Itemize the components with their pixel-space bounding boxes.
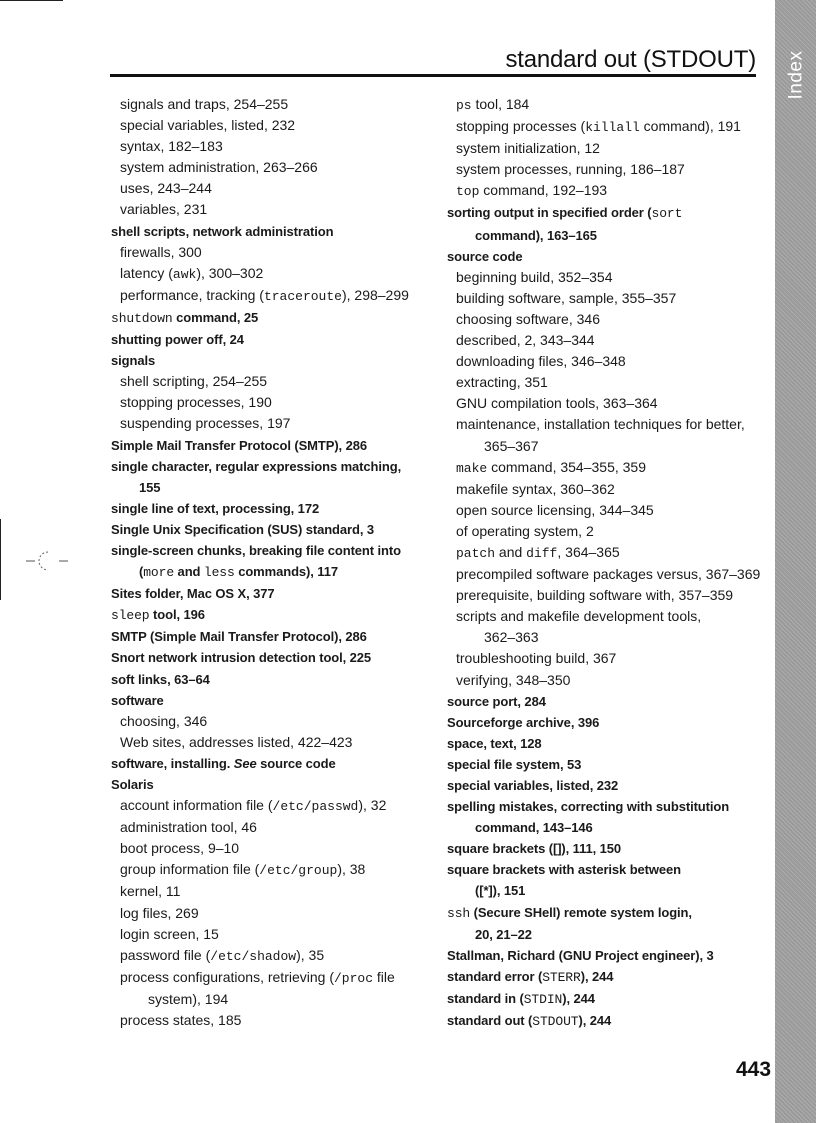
entry-text: ), 244 [578, 1013, 612, 1029]
index-entry [111, 498, 441, 519]
index-subentry [447, 457, 767, 479]
index-entry [447, 902, 767, 924]
entry-text: ), 244 [580, 968, 614, 984]
crop-mark-top [0, 0, 63, 1]
entry-text: special variables, listed, 232 [447, 778, 619, 793]
entry-text: single character, regular expressions matching, [111, 458, 402, 474]
index-entry [447, 225, 767, 246]
index-subentry [111, 711, 441, 732]
code-term: killall [585, 120, 640, 136]
index-subentry [111, 903, 441, 924]
index-entry [447, 945, 767, 966]
entry-text: software, installing. [111, 755, 234, 771]
entry-text: variables, 231 [120, 201, 208, 218]
entry-text: verifying, 348–350 [456, 671, 571, 688]
entry-text: syntax, 182–183 [120, 138, 223, 155]
running-head: standard out (STDOUT) [505, 46, 756, 73]
index-subentry [111, 881, 441, 902]
entry-text: GNU compilation tools, 363–364 [456, 395, 658, 412]
entry-text: SMTP (Simple Mail Transfer Protocol), 286 [111, 629, 367, 645]
entry-text: single line of text, processing, 172 [111, 500, 320, 516]
index-subentry [447, 542, 767, 564]
entry-text: source port, 284 [447, 693, 546, 709]
entry-text: uses, 243–244 [120, 180, 212, 197]
index-subentry [447, 436, 767, 457]
entry-text: 155 [139, 479, 161, 495]
code-term: ps [456, 98, 472, 113]
entry-text: signals [111, 353, 156, 369]
entry-text: prerequisite, building software with, 357–359 [456, 587, 734, 604]
code-term: ssh [447, 905, 471, 921]
index-subentry [447, 500, 767, 521]
entry-text: Sites folder, Mac OS X, 377 [111, 586, 275, 602]
index-entry [111, 519, 441, 540]
entry-text: Simple Mail Transfer Protocol (SMTP), 286 [111, 437, 367, 453]
entry-text: ), 32 [358, 797, 387, 814]
index-subentry [111, 795, 441, 817]
entry-text: Web sites, addresses listed, 422–423 [120, 733, 353, 750]
entry-text: ( [139, 564, 144, 580]
entry-text: standard out ( [447, 1013, 533, 1029]
index-subentry [111, 242, 441, 263]
entry-text: ), 35 [296, 946, 325, 963]
code-term: /etc/shadow [210, 948, 297, 964]
entry-text: 20, 21–22 [475, 926, 532, 942]
index-entry [111, 540, 441, 561]
index-column-left [111, 94, 441, 1031]
entry-text: latency ( [120, 264, 173, 281]
index-subentry [447, 414, 767, 435]
code-term: sleep [111, 608, 150, 624]
index-subentry [447, 288, 767, 309]
entry-text: firewalls, 300 [120, 243, 202, 260]
entry-text: password file ( [120, 946, 211, 963]
entry-text: group information file ( [120, 861, 260, 878]
entry-text: scripts and makefile development tools, [456, 608, 702, 625]
index-subentry [447, 648, 767, 669]
index-side-tab [775, 0, 816, 1123]
index-subentry [447, 670, 767, 691]
entry-text: ), 244 [562, 990, 595, 1006]
code-term: top [456, 184, 480, 200]
entry-text: Sourceforge archive, 396 [447, 714, 600, 730]
entry-text: account information file ( [120, 797, 273, 814]
entry-text: ), 298–299 [341, 286, 409, 303]
index-entry [447, 202, 767, 224]
index-subentry [447, 94, 767, 116]
index-subentry [447, 330, 767, 351]
code-term: diff [526, 545, 558, 561]
index-subentry [111, 817, 441, 838]
entry-text: boot process, 9–10 [120, 840, 240, 857]
entry-text: log files, 269 [120, 904, 199, 921]
index-subentry [111, 371, 441, 392]
index-entry [111, 669, 441, 690]
entry-text: special file system, 53 [447, 756, 582, 772]
index-subentry [111, 732, 441, 753]
index-subentry [111, 392, 441, 413]
index-subentry [111, 989, 441, 1010]
registration-mark-icon [26, 548, 70, 574]
entry-text: command, 192–193 [479, 182, 608, 199]
index-subentry [447, 479, 767, 500]
index-entry [447, 691, 767, 712]
entry-text: square brackets with asterisk between [447, 862, 682, 878]
index-entry [447, 712, 767, 733]
entry-text: square brackets ([]), 111, 150 [447, 841, 622, 857]
index-subentry [111, 178, 441, 199]
entry-text: and [495, 543, 527, 560]
entry-text: kernel, 11 [120, 883, 181, 900]
entry-text: stopping processes ( [456, 118, 586, 135]
entry-text: login screen, 15 [120, 925, 219, 942]
index-entry [447, 246, 767, 267]
entry-text: standard in ( [447, 990, 524, 1006]
index-subentry [111, 136, 441, 157]
entry-text: single-screen chunks, breaking file content into [111, 542, 401, 558]
entry-text: See [233, 755, 257, 771]
index-entry [447, 838, 767, 859]
index-subentry [447, 138, 767, 159]
code-term: /etc/group [259, 863, 338, 879]
entry-text: of operating system, 2 [456, 522, 594, 539]
entry-text: choosing, 346 [120, 712, 208, 729]
index-entry [111, 307, 441, 329]
index-entry [447, 796, 767, 817]
entry-text: file [373, 968, 395, 985]
entry-text: tool, 196 [149, 607, 205, 623]
index-subentry [447, 606, 767, 627]
index-entry [447, 817, 767, 838]
entry-text: source code [256, 755, 336, 771]
index-subentry [111, 413, 441, 434]
entry-text: described, 2, 343–344 [456, 332, 595, 349]
entry-text: system initialization, 12 [456, 140, 600, 157]
index-entry [111, 435, 441, 456]
index-entry [111, 221, 441, 242]
entry-text: 365–367 [484, 437, 539, 454]
code-term: traceroute [263, 288, 342, 304]
entry-text: makefile syntax, 360–362 [456, 480, 615, 497]
index-entry [111, 753, 441, 774]
index-subentry [447, 393, 767, 414]
index-subentry [447, 351, 767, 372]
code-term: make [456, 460, 488, 476]
side-tab-label: Index [785, 50, 807, 100]
entry-text: signals and traps, 254–255 [120, 96, 289, 112]
index-subentry [111, 967, 441, 989]
index-entry [111, 561, 441, 583]
index-subentry [447, 267, 767, 288]
index-entry [447, 733, 767, 754]
entry-text: system), 194 [148, 990, 229, 1007]
index-subentry [447, 585, 767, 606]
entry-text: standard error ( [447, 968, 543, 984]
index-subentry [111, 945, 441, 967]
code-term: awk [172, 266, 197, 282]
entry-text: maintenance, installation techniques for better, [456, 416, 745, 433]
index-entry [111, 774, 441, 795]
index-subentry [111, 1010, 441, 1031]
entry-text: software [111, 692, 164, 708]
entry-text: building software, sample, 355–357 [456, 289, 677, 306]
index-subentry [111, 838, 441, 859]
entry-text: command, 143–146 [475, 820, 593, 836]
entry-text: command, 354–355, 359 [487, 458, 646, 475]
header-rule [110, 74, 756, 77]
index-entry [111, 477, 441, 498]
crop-mark-left-upper [0, 519, 1, 600]
entry-text: precompiled software packages versus, 367–369 [456, 566, 761, 583]
index-entry [111, 456, 441, 477]
index-subentry [447, 309, 767, 330]
entry-text: tool, 184 [471, 96, 530, 112]
entry-text: ([*]), 151 [475, 883, 526, 899]
entry-text: choosing software, 346 [456, 310, 600, 327]
entry-text: open source licensing, 344–345 [456, 501, 654, 518]
index-entry [111, 329, 441, 350]
entry-text: process configurations, retrieving ( [120, 968, 334, 985]
index-subentry [447, 116, 767, 138]
entry-text: space, text, 128 [447, 735, 542, 751]
index-entry [111, 626, 441, 647]
entry-text: ), 300–302 [196, 264, 264, 281]
entry-text: soft links, 63–64 [111, 671, 210, 687]
code-term: STDIN [523, 991, 563, 1007]
entry-text: , 364–365 [557, 543, 620, 560]
entry-text: Single Unix Specification (SUS) standard, 3 [111, 521, 374, 537]
entry-text: suspending processes, 197 [120, 415, 291, 432]
entry-text: source code [447, 248, 523, 264]
index-subentry [447, 521, 767, 542]
index-subentry [111, 199, 441, 220]
entry-text: administration tool, 46 [120, 819, 257, 836]
index-entry [111, 583, 441, 604]
entry-text: shutting power off, 24 [111, 332, 244, 348]
entry-text: command), 163–165 [475, 227, 597, 243]
index-entry [447, 966, 767, 988]
entry-text: 362–363 [484, 629, 539, 646]
code-term: /etc/passwd [272, 799, 359, 815]
entry-text: extracting, 351 [456, 374, 548, 391]
entry-text: sorting output in specified order ( [447, 205, 652, 221]
entry-text: ), 38 [337, 861, 366, 878]
page-number: 443 [736, 1058, 772, 1081]
index-subentry [447, 564, 767, 585]
entry-text: (Secure SHell) remote system login, [470, 904, 692, 920]
entry-text: performance, tracking ( [120, 286, 264, 303]
entry-text: Solaris [111, 777, 154, 792]
index-entry [111, 350, 441, 371]
index-subentry [111, 859, 441, 881]
entry-text: special variables, listed, 232 [120, 117, 296, 134]
index-subentry [111, 157, 441, 178]
entry-text: system administration, 263–266 [120, 159, 318, 176]
entry-text: command, 25 [172, 309, 259, 325]
index-subentry [111, 263, 441, 285]
entry-text: downloading files, 346–348 [456, 353, 626, 370]
entry-text: troubleshooting build, 367 [456, 650, 617, 667]
index-entry [447, 880, 767, 901]
code-term: patch [456, 545, 496, 561]
code-term: shutdown [111, 310, 173, 326]
index-entry [447, 1010, 767, 1032]
index-entry [447, 775, 767, 796]
entry-text: stopping processes, 190 [120, 394, 272, 411]
entry-text: Stallman, Richard (GNU Project engineer), 3 [447, 947, 714, 963]
entry-text: command), 191 [639, 118, 741, 135]
code-term: STERR [542, 969, 581, 985]
index-subentry [447, 627, 767, 648]
code-term: more [143, 565, 175, 581]
code-term: STDOUT [532, 1014, 579, 1030]
index-entry [111, 690, 441, 711]
index-entry [111, 604, 441, 626]
index-subentry [447, 372, 767, 393]
index-entry [447, 924, 767, 945]
entry-text: process states, 185 [120, 1012, 242, 1029]
entry-text: Snort network intrusion detection tool, 225 [111, 650, 372, 666]
entry-text: beginning build, 352–354 [456, 268, 613, 285]
index-subentry [111, 115, 441, 136]
entry-text: shell scripts, network administration [111, 223, 334, 239]
code-term: less [203, 565, 235, 581]
index-entry [447, 988, 767, 1010]
entry-text: and [174, 564, 204, 580]
entry-text: system processes, running, 186–187 [456, 161, 685, 178]
entry-text: commands), 117 [234, 564, 338, 580]
index-column-right [447, 94, 767, 1032]
code-term: /proc [334, 970, 374, 986]
entry-text: shell scripting, 254–255 [120, 373, 268, 390]
index-entry [111, 647, 441, 668]
index-subentry [447, 180, 767, 202]
entry-text: spelling mistakes, correcting with substitution [447, 799, 730, 815]
index-entry [447, 754, 767, 775]
index-subentry [111, 285, 441, 307]
code-term: sort [651, 206, 683, 222]
index-subentry [447, 159, 767, 180]
index-entry [447, 859, 767, 880]
index-subentry [111, 924, 441, 945]
index-subentry [111, 94, 441, 115]
